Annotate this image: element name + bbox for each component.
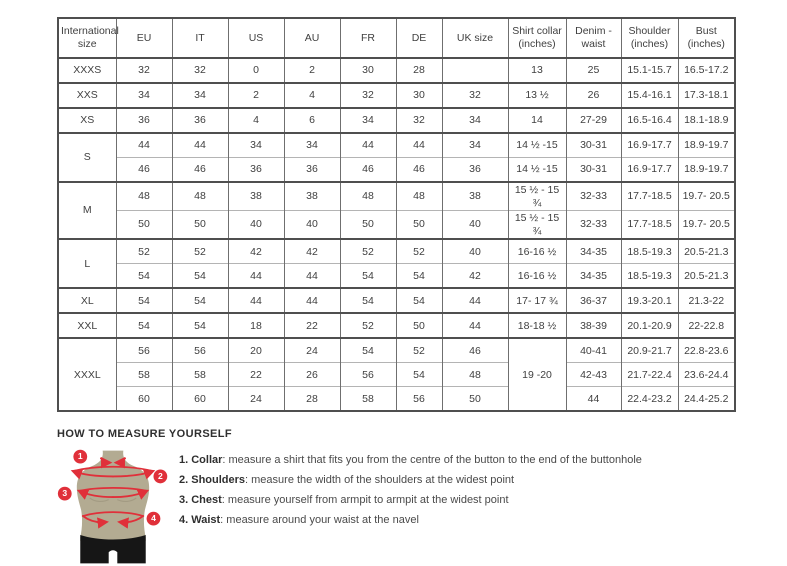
cell: 44 [340,133,396,158]
svg-text:3: 3 [62,488,68,499]
table-row [58,363,735,387]
cell: 44 [228,288,284,313]
column-header: Shirt collar (inches) [508,18,566,58]
cell: 14 [508,108,566,133]
cell: 30-31 [566,133,621,158]
cell: 50 [172,211,228,240]
cell: 34 [172,83,228,108]
measure-body [57,448,642,566]
table-row [58,288,735,313]
cell: 40 [284,211,340,240]
size-label: L [58,239,116,288]
cell: 23.6-24.4 [678,363,735,387]
cell: 44 [116,133,172,158]
cell: 56 [340,363,396,387]
cell: 2 [284,58,340,83]
mannequin-svg [57,448,169,566]
cell: 22.4-23.2 [621,387,678,412]
cell: 56 [116,338,172,363]
cell: 52 [340,313,396,338]
cell: 14 ½ -15 [508,158,566,183]
cell: 16.5-17.2 [678,58,735,83]
cell: 32 [116,58,172,83]
cell: 40-41 [566,338,621,363]
cell: 36 [284,158,340,183]
measure-step: 1. Collar: measure a shirt that fits you from the centre of the button to the end of the buttonhole [179,454,642,466]
table-row [58,387,735,412]
cell: 34 [442,133,508,158]
cell: 36-37 [566,288,621,313]
cell: 24 [284,338,340,363]
table-row [58,313,735,338]
cell: 42 [284,239,340,264]
cell: 56 [172,338,228,363]
cell: 54 [340,264,396,289]
cell: 19.3-20.1 [621,288,678,313]
cell: 52 [116,239,172,264]
cell: 18 [228,313,284,338]
cell: 50 [396,313,442,338]
table-row [58,83,735,108]
table-row [58,108,735,133]
cell: 28 [284,387,340,412]
cell: 58 [340,387,396,412]
cell: 24 [228,387,284,412]
cell: 4 [228,108,284,133]
cell: 17.7-18.5 [621,182,678,211]
measure-step: 3. Chest: measure yourself from armpit to armpit at the widest point [179,494,509,507]
size-label: XL [58,288,116,313]
column-header: AU [284,18,340,58]
cell: 32-33 [566,182,621,211]
size-label: XXS [58,83,116,108]
cell: 32 [396,108,442,133]
cell: 44 [442,313,508,338]
cell: 54 [172,264,228,289]
cell: 58 [172,363,228,387]
badge-2 [153,470,167,484]
cell: 34-35 [566,239,621,264]
measure-step: 2. Shoulders: measure the width of the shoulders at the widest point [179,474,515,487]
cell: 22 [284,313,340,338]
cell: 17- 17 ¾ [508,288,566,313]
table-row [58,338,735,363]
cell: 16-16 ½ [508,239,566,264]
size-chart-section [57,17,736,412]
cell: 14 ½ -15 [508,133,566,158]
cell: 48 [116,182,172,211]
cell: 34 [228,133,284,158]
cell: 40 [228,211,284,240]
cell: 54 [172,288,228,313]
cell: 24.4-25.2 [678,387,735,412]
measure-steps [179,454,642,534]
cell: 18.9-19.7 [678,158,735,183]
cell: 42-43 [566,363,621,387]
column-header: Denim - waist [566,18,621,58]
cell: 54 [396,264,442,289]
cell: 40 [442,211,508,240]
cell: 54 [116,313,172,338]
cell: 30 [396,83,442,108]
cell: 22-22.8 [678,313,735,338]
cell: 54 [396,363,442,387]
cell: 54 [116,288,172,313]
cell: 40 [442,239,508,264]
cell: 20.5-21.3 [678,239,735,264]
cell: 46 [396,158,442,183]
svg-text:4: 4 [151,513,156,524]
cell: 36 [116,108,172,133]
cell: 13 ½ [508,83,566,108]
cell: 6 [284,108,340,133]
cell: 44 [228,264,284,289]
cell: 21.7-22.4 [621,363,678,387]
size-label: XXXS [58,58,116,83]
cell: 32 [340,83,396,108]
cell: 46 [340,158,396,183]
cell: 46 [172,158,228,183]
cell: 42 [228,239,284,264]
cell: 20 [228,338,284,363]
cell: 15.1-15.7 [621,58,678,83]
table-row [58,133,735,158]
table-row [58,239,735,264]
column-header: FR [340,18,396,58]
cell: 60 [116,387,172,412]
svg-text:2: 2 [157,471,163,482]
cell: 48 [172,182,228,211]
size-chart-body [58,58,735,411]
cell: 48 [340,182,396,211]
cell: 4 [284,83,340,108]
column-header: DE [396,18,442,58]
size-label: XS [58,108,116,133]
cell: 18.9-19.7 [678,133,735,158]
cell: 54 [116,264,172,289]
cell: 54 [340,338,396,363]
cell: 20.9-21.7 [621,338,678,363]
table-row [58,211,735,240]
cell: 25 [566,58,621,83]
cell: 44 [284,288,340,313]
cell: 60 [172,387,228,412]
table-row [58,58,735,83]
cell: 28 [396,58,442,83]
cell: 19.7- 20.5 [678,211,735,240]
cell: 17.7-18.5 [621,211,678,240]
cell: 44 [442,288,508,313]
cell: 16.9-17.7 [621,158,678,183]
cell: 32-33 [566,211,621,240]
cell-collar-merged: 19 -20 [508,338,566,411]
cell: 18-18 ½ [508,313,566,338]
cell: 18.5-19.3 [621,264,678,289]
column-header: International size [58,18,116,58]
measure-section [57,428,642,566]
cell: 54 [172,313,228,338]
cell: 15 ½ - 15 ¾ [508,211,566,240]
cell: 58 [116,363,172,387]
cell: 38 [228,182,284,211]
table-row [58,182,735,211]
column-header: Shoulder (inches) [621,18,678,58]
cell: 34 [116,83,172,108]
cell: 16-16 ½ [508,264,566,289]
cell: 46 [442,338,508,363]
measure-title: HOW TO MEASURE YOURSELF [57,428,233,440]
cell: 34 [442,108,508,133]
cell: 52 [396,239,442,264]
cell: 44 [284,264,340,289]
cell: 2 [228,83,284,108]
cell: 52 [396,338,442,363]
size-label: XXXL [58,338,116,411]
cell: 38-39 [566,313,621,338]
cell: 15.4-16.1 [621,83,678,108]
cell: 50 [116,211,172,240]
cell: 38 [284,182,340,211]
cell: 22 [228,363,284,387]
cell: 34-35 [566,264,621,289]
badge-1 [73,450,87,464]
cell: 38 [442,182,508,211]
table-row [58,264,735,289]
cell: 52 [340,239,396,264]
cell: 34 [340,108,396,133]
cell: 50 [340,211,396,240]
size-label: M [58,182,116,239]
cell: 54 [396,288,442,313]
cell: 0 [228,58,284,83]
column-header: EU [116,18,172,58]
mannequin-figure [57,448,169,566]
badge-3 [58,487,72,501]
cell: 27-29 [566,108,621,133]
cell: 18.5-19.3 [621,239,678,264]
cell: 30-31 [566,158,621,183]
cell: 15 ½ - 15 ¾ [508,182,566,211]
cell: 26 [284,363,340,387]
cell: 50 [442,387,508,412]
cell: 42 [442,264,508,289]
cell: 22.8-23.6 [678,338,735,363]
cell: 32 [172,58,228,83]
measure-step: 4. Waist: measure around your waist at the navel [179,514,419,527]
badge-4 [147,512,161,526]
cell: 44 [172,133,228,158]
cell [442,58,508,83]
cell: 56 [396,387,442,412]
column-header: UK size [442,18,508,58]
cell: 36 [228,158,284,183]
cell: 48 [442,363,508,387]
cell: 46 [116,158,172,183]
column-header: US [228,18,284,58]
cell: 30 [340,58,396,83]
table-row [58,158,735,183]
cell: 17.3-18.1 [678,83,735,108]
cell: 18.1-18.9 [678,108,735,133]
cell: 16.5-16.4 [621,108,678,133]
size-label: S [58,133,116,182]
cell: 16.9-17.7 [621,133,678,158]
cell: 19.7- 20.5 [678,182,735,211]
cell: 44 [566,387,621,412]
cell: 21.3-22 [678,288,735,313]
cell: 48 [396,182,442,211]
cell: 44 [396,133,442,158]
cell: 54 [340,288,396,313]
cell: 50 [396,211,442,240]
cell: 20.5-21.3 [678,264,735,289]
cell: 26 [566,83,621,108]
column-header: IT [172,18,228,58]
cell: 36 [172,108,228,133]
cell: 20.1-20.9 [621,313,678,338]
cell: 34 [284,133,340,158]
cell: 13 [508,58,566,83]
size-label: XXL [58,313,116,338]
cell: 52 [172,239,228,264]
size-chart-header-row [58,18,735,58]
cell: 32 [442,83,508,108]
cell: 36 [442,158,508,183]
svg-text:1: 1 [77,451,83,462]
column-header: Bust (inches) [678,18,735,58]
size-chart-table [57,17,736,412]
